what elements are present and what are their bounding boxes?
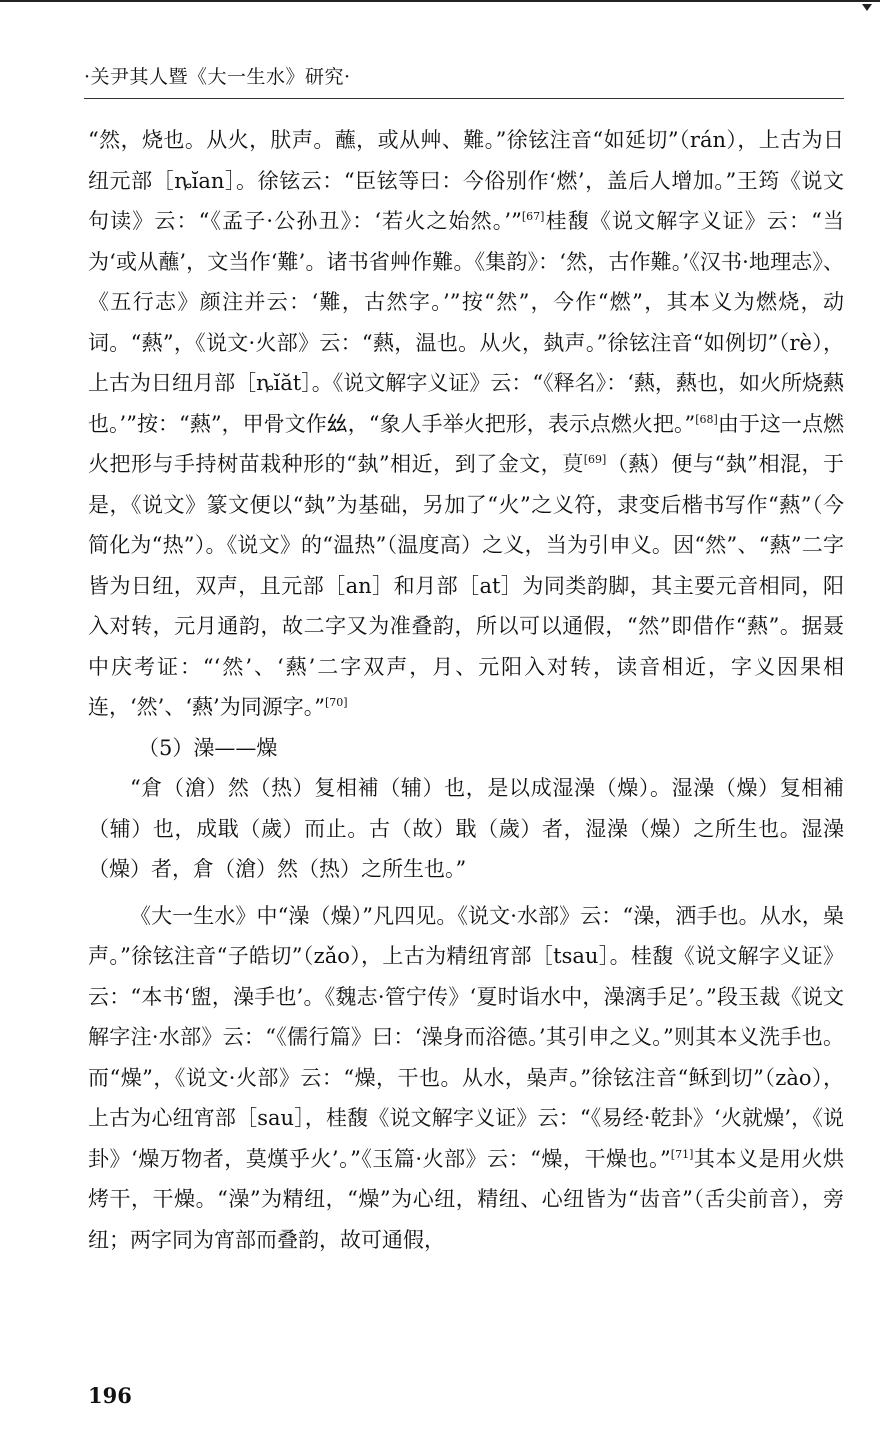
paragraph-ran-re	[88, 120, 844, 728]
text-segment: （爇）便与“埶”相混，于是，《说文》篆文便以“埶”为基础，另加了“火”之义符，隶变后楷书写作“爇”（今简化为“热”）。《说文》的“温热”（温度高）之义，当为引申义。因“然”、“爇”二字皆为日纽，双声，且元部［an］和月部［at］为同类韵脚，其主要元音相同，阳入对转，元月通韵，故二字又为准叠韵，所以可以通假，“然”即借作“爇”。据聂中庆考证：“‘然’、‘爇’二字双声，月、元阳入对转，读音相近，字义因果相连，‘然’、‘爇’为同源字。”	[88, 452, 844, 719]
paragraph-zao	[88, 896, 844, 1261]
corner-triangle-icon	[862, 4, 872, 11]
footnote-ref-69[interactable]: [69]	[583, 453, 607, 466]
quoted-passage: “倉（滄）然（热）复相補（辅）也，是以成湿澡（燥）。湿澡（燥）复相補（辅）也，成戢（歲）而止。古（故）戢（歲）者，湿澡（燥）之所生也。湿澡（燥）者，倉（滄）然（热）之所生也。”	[88, 776, 844, 881]
text-segment: “然，烧也。从火，肰声。蘸，或从艸、難。”徐铉注音“如延切”（rán），上古为日纽元部［ȵĭan］。徐铉云：“臣铉等曰：今俗别作‘燃’，盖后人增加。”王筠《说文句读》云：“《孟子·公孙丑》：‘若火之始然。’”	[88, 128, 844, 233]
footnote-ref-67[interactable]: [67]	[521, 210, 545, 223]
page-number: 196	[88, 1383, 132, 1408]
page-body	[88, 120, 844, 1260]
footnote-ref-68[interactable]: [68]	[695, 412, 718, 426]
footnote-ref-70[interactable]: [70]	[324, 696, 348, 709]
text-segment: 其本义是用火烘烤干，干燥。“澡”为精纽，“燥”为心纽，精纽、心纽皆为“齿音”（舌尖前音），旁纽；两字同为宵部而叠韵，故可通假，	[88, 1146, 844, 1252]
subsection-heading: （5）澡——燥	[138, 735, 278, 760]
top-border-line	[0, 0, 880, 2]
text-segment: 桂馥《说文解字义证》云：“当为‘或从蘸’，文当作‘難’。诸书省艸作難。《集韵》：‘然，古作難。’《汉书·地理志》、《五行志》颜注并云：‘難，古然字。’”按“然”，今作“燃”，其本义为燃烧，动词。“爇”，《说文·火部》云：“爇，温也。从火，埶声。”徐铉注音“如例切”（rè），上古为日纽月部［ȵĭăt］。《说文解字义证》云：“《释名》：‘爇，爇也，如火所烧爇也。’”按：“爇”，甲骨文作𢆶，“象人手举火把形，表示点燃火把。”	[88, 209, 844, 436]
header-divider	[84, 98, 844, 99]
text-segment: 《大一生水》中“澡（燥）”凡四见。《说文·水部》云：“澡，洒手也。从水，喿声。”徐铉注音“子皓切”（zǎo），上古为精纽宵部［tsau］。桂馥《说文解字义证》云：“本书‘盥，澡手也’。《魏志·管宁传》‘夏时诣水中，澡漓手足’。”段玉裁《说文解字注·水部》云：“《儒行篇》曰：‘澡身而浴德。’其引申之义。”则其本义洗手也。而“燥”，《说文·火部》云：“燥，干也。从水，喿声。”徐铉注音“稣到切”（zào），上古为心纽宵部［sau］，桂馥《说文解字义证》云：“《易经·乾卦》‘火就燥’，《说卦》‘燥万物者，莫熯乎火’。”《玉篇·火部》云：“燥，干燥也。”	[88, 903, 844, 1171]
running-header: ·关尹其人暨《大一生水》研究·	[84, 66, 351, 88]
text-segment: 由于这一点燃火把形与手持树苗栽种形的“埶”相近，到了金文，𤊾	[88, 411, 844, 476]
footnote-ref-71[interactable]: [71]	[670, 1147, 694, 1161]
